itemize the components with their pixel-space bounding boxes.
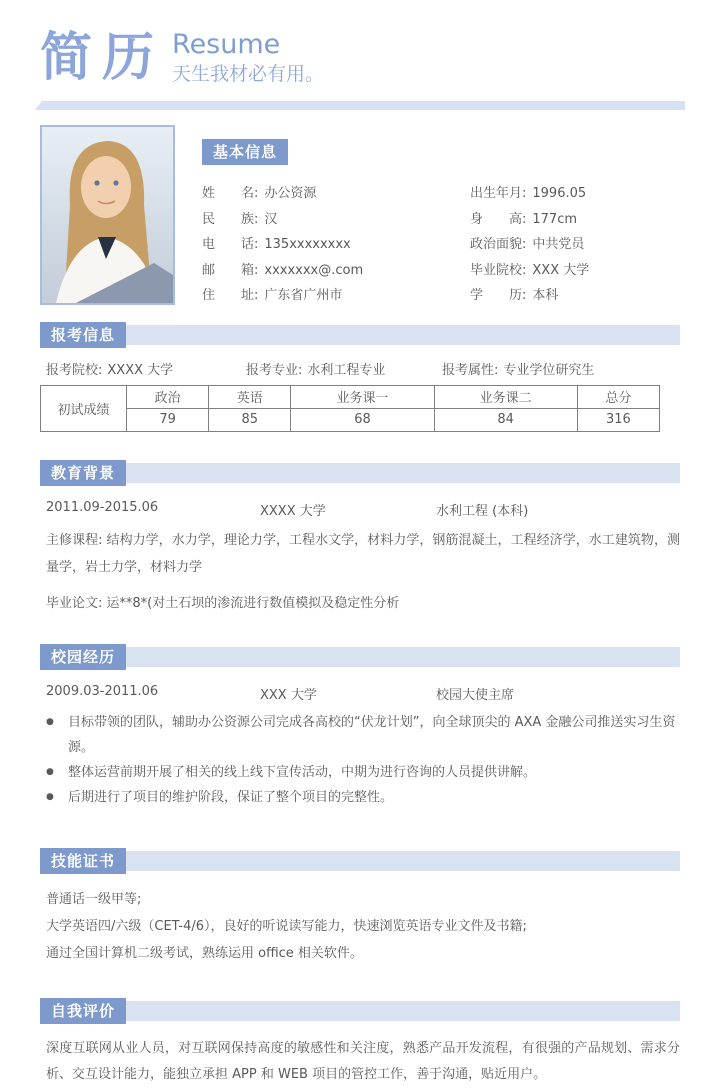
score-value-row [41, 408, 660, 431]
field-value: 本科 [532, 288, 559, 304]
education-thesis [40, 594, 680, 614]
header-divider-band [35, 101, 685, 110]
skill-line: 大学英语四/六级（CET-4/6），良好的听说读写能力，快速浏览英语专业文件及书籍; [46, 918, 527, 934]
field-label: 报考专业: [246, 362, 303, 378]
field-value: 汉 [264, 211, 278, 227]
field-value: 135xxxxxxxx [264, 237, 351, 253]
field-value: 水利工程专业 [307, 362, 386, 378]
education-period: 2011.09-2015.06 [46, 499, 159, 515]
bullet-text: 目标带领的团队，辅助办公资源公司完成各高校的“伏龙计划”，向全球顶尖的 AXA 金融公司推送实习生资源。 [68, 714, 676, 755]
info-grid [202, 181, 680, 309]
basic-info-right [202, 125, 680, 309]
field-label: 学 历: [470, 288, 527, 304]
score-value: 316 [577, 408, 659, 431]
score-column-header: 政治 [127, 385, 209, 408]
score-column-header: 业务课二 [434, 385, 577, 408]
apply-meta-item [46, 359, 246, 378]
education-title [40, 460, 680, 486]
field-value: 177cm [532, 211, 578, 227]
score-value: 84 [434, 408, 577, 431]
education-summary-row [40, 500, 680, 519]
field-value: 办公资源 [264, 186, 317, 201]
skill-line: 普通话一级甲等; [46, 891, 142, 907]
field-label: 毕业院校: [470, 262, 527, 278]
thesis-text: 运**8*(对土石坝的渗流进行数值模拟及稳定性分析 [106, 595, 400, 611]
section-apply-info [40, 322, 680, 432]
section-title-box: 技能证书 [40, 848, 126, 874]
field-label: 住 址: [202, 288, 259, 304]
section-title-band [126, 647, 680, 667]
content [0, 125, 720, 1088]
info-field [470, 258, 680, 284]
skills-title [40, 848, 680, 874]
info-column-right [470, 181, 680, 309]
campus-school: XXX 大学 [260, 687, 317, 703]
section-title-box: 校园经历 [40, 644, 126, 670]
tagline: 天生我材必有用。 [172, 63, 325, 85]
info-field [202, 283, 470, 309]
campus-role: 校园大使主席 [436, 687, 515, 703]
apply-meta-row [40, 359, 680, 378]
section-title-band [126, 851, 680, 871]
logo-right [172, 26, 324, 87]
evaluation-text: 深度互联网从业人员，对互联网保持高度的敏感性和关注度，熟悉产品开发流程，有很强的产品规划、需求分析、交互设计能力，能独立承担 APP 和 WEB 项目的管控工作，善于沟通，贴近用户。 [46, 1040, 680, 1082]
field-label: 身 高: [470, 211, 527, 227]
field-value: XXXX 大学 [107, 362, 174, 378]
section-title-box: 自我评价 [40, 998, 126, 1024]
field-label: 报考属性: [442, 362, 499, 378]
section-title-box: 教育背景 [40, 460, 126, 486]
field-label: 邮 箱: [202, 262, 259, 278]
bullet-text: 后期进行了项目的维护阶段，保证了整个项目的完整性。 [68, 789, 394, 805]
section-title-box: 基本信息 [202, 139, 288, 165]
section-title-band [126, 463, 680, 483]
section-campus-experience [40, 644, 680, 810]
campus-period: 2009.03-2011.06 [46, 683, 159, 699]
field-label: 出生年月: [470, 186, 527, 201]
field-label: 电 话: [202, 237, 259, 253]
field-label: 姓 名: [202, 186, 259, 201]
section-skills [40, 848, 680, 967]
info-field [202, 232, 470, 258]
info-field [202, 181, 470, 207]
section-self-evaluation [40, 998, 680, 1088]
basic-info-title [202, 139, 282, 165]
section-education [40, 460, 680, 614]
score-column-header: 英语 [209, 385, 291, 408]
score-value: 85 [209, 408, 291, 431]
score-column-header: 总分 [577, 385, 659, 408]
score-row-header: 初试成绩 [41, 385, 127, 431]
bullet-icon: ● [46, 716, 54, 727]
campus-title [40, 644, 680, 670]
logo-cn: 简历 [40, 28, 165, 88]
experience-bullet [40, 710, 680, 760]
education-courses [40, 527, 680, 581]
section-basic-info [40, 125, 680, 309]
field-value: xxxxxxx@.com [264, 262, 364, 278]
field-label: 报考院校: [46, 362, 103, 378]
score-value: 68 [291, 408, 434, 431]
field-value: 专业学位研究生 [503, 362, 595, 378]
score-table [40, 385, 660, 432]
resume-title: Resume [172, 29, 281, 60]
skill-line: 通过全国计算机二级考试，熟练运用 office 相关软件。 [46, 945, 363, 961]
section-title-box: 报考信息 [40, 322, 126, 348]
field-label: 政治面貌: [470, 237, 527, 253]
bullet-text: 整体运营前期开展了相关的线上线下宣传活动，中期为进行咨询的人员提供讲解。 [68, 764, 537, 780]
score-column-header: 业务课一 [291, 385, 434, 408]
bullet-icon: ● [46, 791, 54, 802]
thesis-label: 毕业论文: [46, 595, 103, 611]
experience-bullet [40, 760, 680, 785]
score-value: 79 [127, 408, 209, 431]
apply-info-title [40, 322, 680, 348]
info-field [470, 232, 680, 258]
apply-meta-item [246, 359, 442, 378]
info-field [202, 258, 470, 284]
header [0, 0, 720, 90]
courses-text: 结构力学，水力学，理论力学，工程水文学，材料力学，钢筋混凝土，工程经济学，水工建筑物，测量学，岩土力学，材料力学 [46, 532, 680, 575]
campus-bullet-list [40, 710, 680, 810]
info-column-left [202, 181, 470, 309]
info-field [470, 207, 680, 233]
evaluation-title [40, 998, 680, 1024]
courses-label: 主修课程: [46, 532, 103, 548]
score-header-row [41, 385, 660, 408]
apply-meta-item [442, 359, 594, 378]
info-field [470, 283, 680, 309]
skill-line-list [40, 886, 680, 967]
field-value: 广东省广州市 [264, 288, 343, 304]
bullet-icon: ● [46, 766, 54, 777]
field-value: XXX 大学 [532, 262, 590, 278]
field-value: 1996.05 [532, 186, 587, 201]
section-title-band [126, 325, 680, 345]
education-major: 水利工程 (本科) [436, 503, 529, 519]
education-school: XXXX 大学 [260, 503, 326, 519]
section-title-band [126, 1001, 680, 1021]
profile-photo [40, 125, 175, 305]
info-field [470, 181, 680, 207]
experience-bullet [40, 785, 680, 810]
profile-photo-illustration [42, 127, 173, 303]
info-field [202, 207, 470, 233]
field-value: 中共党员 [532, 237, 585, 253]
field-label: 民 族: [202, 211, 259, 227]
campus-summary-row [40, 684, 680, 703]
